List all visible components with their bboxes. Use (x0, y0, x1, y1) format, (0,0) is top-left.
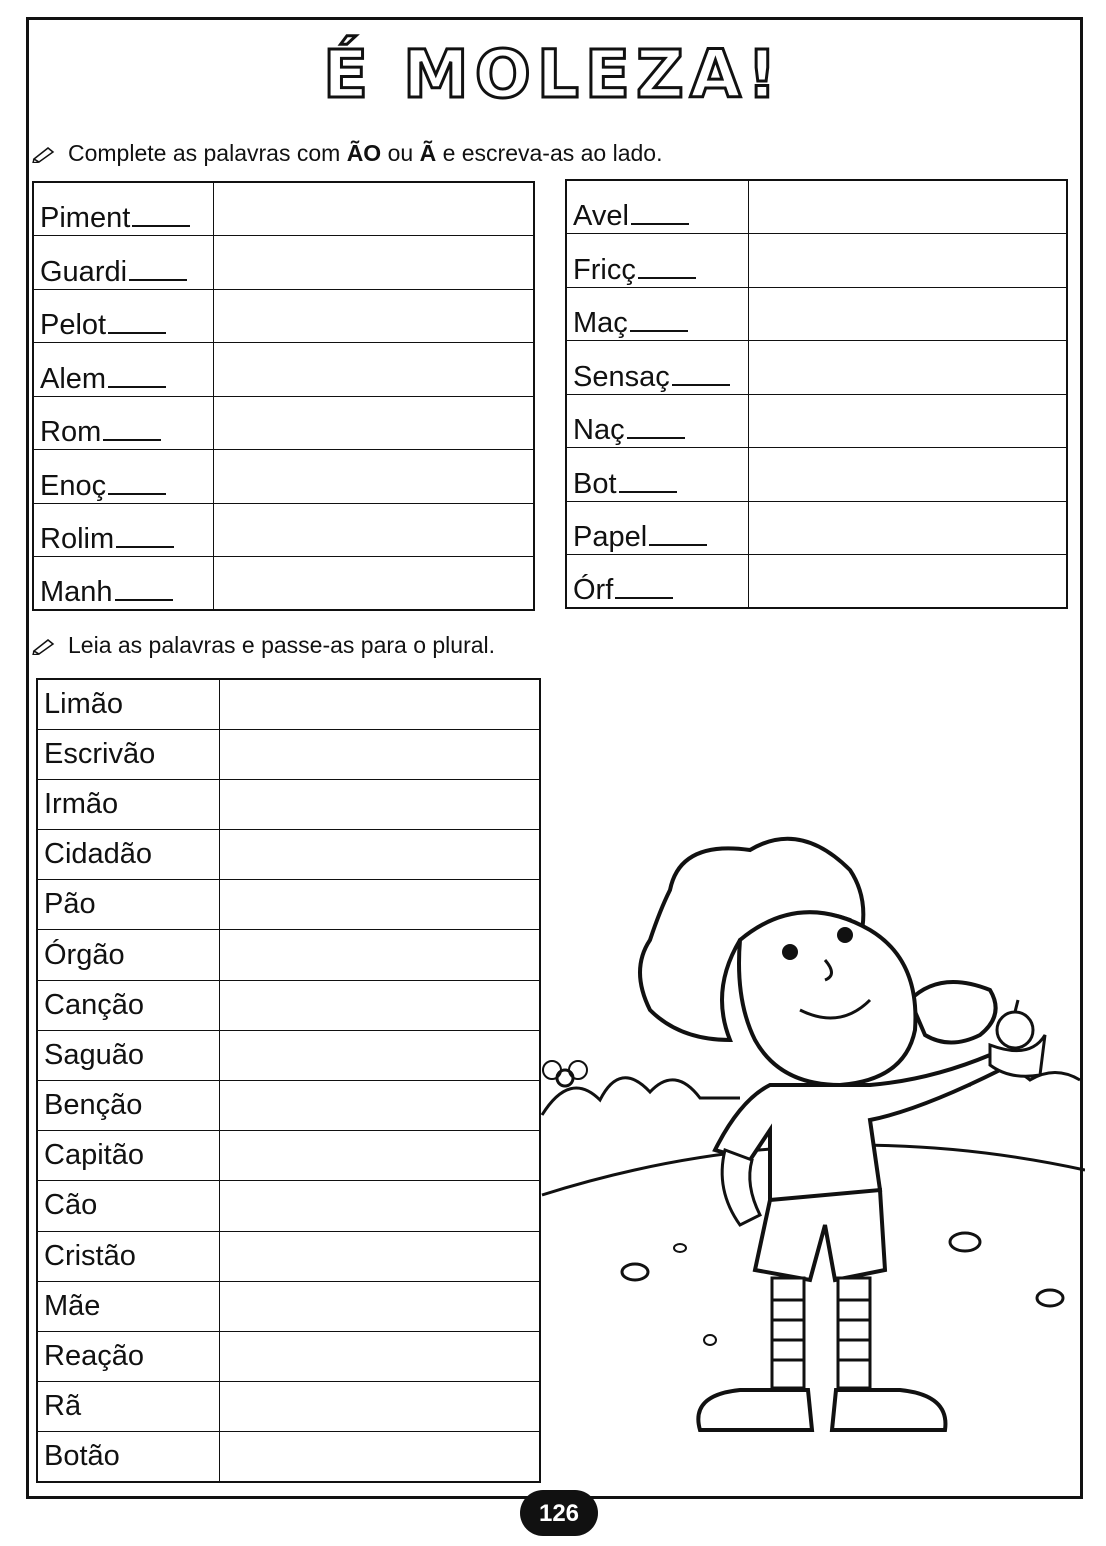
word-stem-cell (566, 394, 748, 448)
plural-answer-field[interactable] (219, 1131, 540, 1181)
word-stem: Fricç (573, 253, 636, 286)
word-stem: Sensaç (573, 360, 670, 393)
table-row (566, 341, 1067, 395)
instruction-plural: Leia as palavras e passe-as para o plural. (32, 630, 495, 662)
table-row (37, 1432, 540, 1482)
table-row (566, 448, 1067, 502)
word-stem: Rom (40, 416, 102, 448)
table-row (37, 980, 540, 1030)
word-stem-cell (33, 396, 213, 450)
answer-field[interactable] (213, 450, 534, 504)
girl-with-apple-illustration (540, 830, 1085, 1450)
instruction-complete: Complete as palavras com ÃO ou Ã e escreva-as ao lado. (32, 138, 662, 170)
table-row (37, 880, 540, 930)
table-row (37, 1331, 540, 1381)
answer-field[interactable] (748, 341, 1067, 395)
fill-in-blank[interactable] (672, 383, 730, 386)
fill-in-blank[interactable] (638, 276, 696, 279)
singular-word: Reação (37, 1331, 219, 1381)
table-row (33, 236, 534, 290)
answer-field[interactable] (748, 448, 1067, 502)
word-stem-cell (33, 289, 213, 343)
word-stem: Guardi (40, 255, 128, 288)
singular-word: Canção (37, 980, 219, 1030)
singular-word: Cristão (37, 1231, 219, 1281)
table-row (37, 830, 540, 880)
answer-field[interactable] (748, 394, 1067, 448)
table-row (566, 394, 1067, 448)
word-stem-cell (566, 555, 748, 609)
table-row (33, 450, 534, 504)
plural-answer-field[interactable] (219, 729, 540, 779)
table-row (566, 287, 1067, 341)
table-row (33, 343, 534, 397)
singular-word: Botão (37, 1432, 219, 1482)
table-row (37, 1131, 540, 1181)
plural-answer-field[interactable] (219, 880, 540, 930)
table-row (33, 396, 534, 450)
page-title: É MOLEZA! (322, 36, 784, 113)
singular-word: Capitão (37, 1131, 219, 1181)
table-row (37, 1030, 540, 1080)
word-stem-cell (566, 234, 748, 288)
page-number: 126 (520, 1490, 598, 1536)
fill-in-blank[interactable] (649, 543, 707, 546)
word-stem-cell (566, 448, 748, 502)
answer-field[interactable] (748, 234, 1067, 288)
table-row (566, 234, 1067, 288)
table-row (37, 1281, 540, 1331)
fill-in-blank[interactable] (129, 278, 187, 281)
word-stem: Órf (573, 574, 614, 606)
word-stem-cell (33, 503, 213, 557)
word-stem: Avel (573, 200, 629, 232)
fill-in-blank[interactable] (108, 385, 166, 388)
word-stem: Maç (573, 307, 628, 339)
plural-answer-field[interactable] (219, 1030, 540, 1080)
word-stem-cell (33, 182, 213, 236)
word-stem-cell (566, 341, 748, 395)
complete-table-left (32, 181, 535, 611)
complete-table-right (565, 179, 1068, 609)
singular-word: Cão (37, 1181, 219, 1231)
fill-in-blank[interactable] (631, 222, 689, 225)
answer-field[interactable] (748, 287, 1067, 341)
word-stem-cell (566, 501, 748, 555)
word-stem: Bot (573, 467, 617, 500)
fill-in-blank[interactable] (115, 598, 173, 601)
word-stem-cell (33, 343, 213, 397)
singular-word: Órgão (37, 930, 219, 980)
table-row (37, 1231, 540, 1281)
plural-answer-field[interactable] (219, 779, 540, 829)
table-row (33, 503, 534, 557)
fill-in-blank[interactable] (132, 224, 190, 227)
answer-field[interactable] (748, 501, 1067, 555)
plural-answer-field[interactable] (219, 830, 540, 880)
pencil-icon (32, 632, 58, 662)
fill-in-blank[interactable] (630, 329, 688, 332)
table-row (37, 930, 540, 980)
word-stem-cell (33, 236, 213, 290)
table-row (37, 679, 540, 729)
word-stem: Alem (40, 362, 107, 395)
answer-field[interactable] (213, 396, 534, 450)
word-stem: Rolim (40, 523, 115, 555)
singular-word: Benção (37, 1081, 219, 1131)
plural-answer-field[interactable] (219, 1281, 540, 1331)
table-row (33, 557, 534, 611)
table-row (37, 1181, 540, 1231)
word-stem: Manh (40, 576, 113, 608)
table-row (566, 180, 1067, 234)
word-stem: Enoç (40, 469, 107, 502)
plural-table (36, 678, 541, 1483)
singular-word: Pão (37, 880, 219, 930)
word-stem-cell (566, 180, 748, 234)
table-row (33, 289, 534, 343)
answer-field[interactable] (213, 182, 534, 236)
word-stem-cell (33, 450, 213, 504)
fill-in-blank[interactable] (108, 492, 166, 495)
answer-field[interactable] (748, 180, 1067, 234)
fill-in-blank[interactable] (615, 596, 673, 599)
fill-in-blank[interactable] (619, 490, 677, 493)
plural-answer-field[interactable] (219, 1181, 540, 1231)
word-stem: Papel (573, 521, 648, 553)
word-stem-cell (566, 287, 748, 341)
singular-word: Rã (37, 1382, 219, 1432)
table-row (37, 729, 540, 779)
answer-field[interactable] (213, 236, 534, 290)
plural-answer-field[interactable] (219, 1331, 540, 1381)
word-stem: Pelot (40, 309, 107, 341)
plural-answer-field[interactable] (219, 930, 540, 980)
singular-word: Cidadão (37, 830, 219, 880)
singular-word: Irmão (37, 779, 219, 829)
singular-word: Saguão (37, 1030, 219, 1080)
plural-answer-field[interactable] (219, 1382, 540, 1432)
word-stem-cell (33, 557, 213, 611)
fill-in-blank[interactable] (116, 545, 174, 548)
table-row (37, 1081, 540, 1131)
singular-word: Mãe (37, 1281, 219, 1331)
plural-answer-field[interactable] (219, 1432, 540, 1482)
answer-field[interactable] (748, 555, 1067, 609)
singular-word: Limão (37, 679, 219, 729)
table-row (33, 182, 534, 236)
plural-answer-field[interactable] (219, 679, 540, 729)
answer-field[interactable] (213, 557, 534, 611)
table-row (37, 779, 540, 829)
fill-in-blank[interactable] (108, 331, 166, 334)
answer-field[interactable] (213, 343, 534, 397)
plural-answer-field[interactable] (219, 1081, 540, 1131)
word-stem: Piment (40, 202, 131, 234)
answer-field[interactable] (213, 503, 534, 557)
plural-answer-field[interactable] (219, 1231, 540, 1281)
table-row (566, 555, 1067, 609)
pencil-icon (32, 140, 58, 170)
answer-field[interactable] (213, 289, 534, 343)
table-row (37, 1382, 540, 1432)
singular-word: Escrivão (37, 729, 219, 779)
word-stem: Naç (573, 414, 625, 446)
table-row (566, 501, 1067, 555)
fill-in-blank[interactable] (627, 436, 685, 439)
plural-answer-field[interactable] (219, 980, 540, 1030)
fill-in-blank[interactable] (103, 438, 161, 441)
